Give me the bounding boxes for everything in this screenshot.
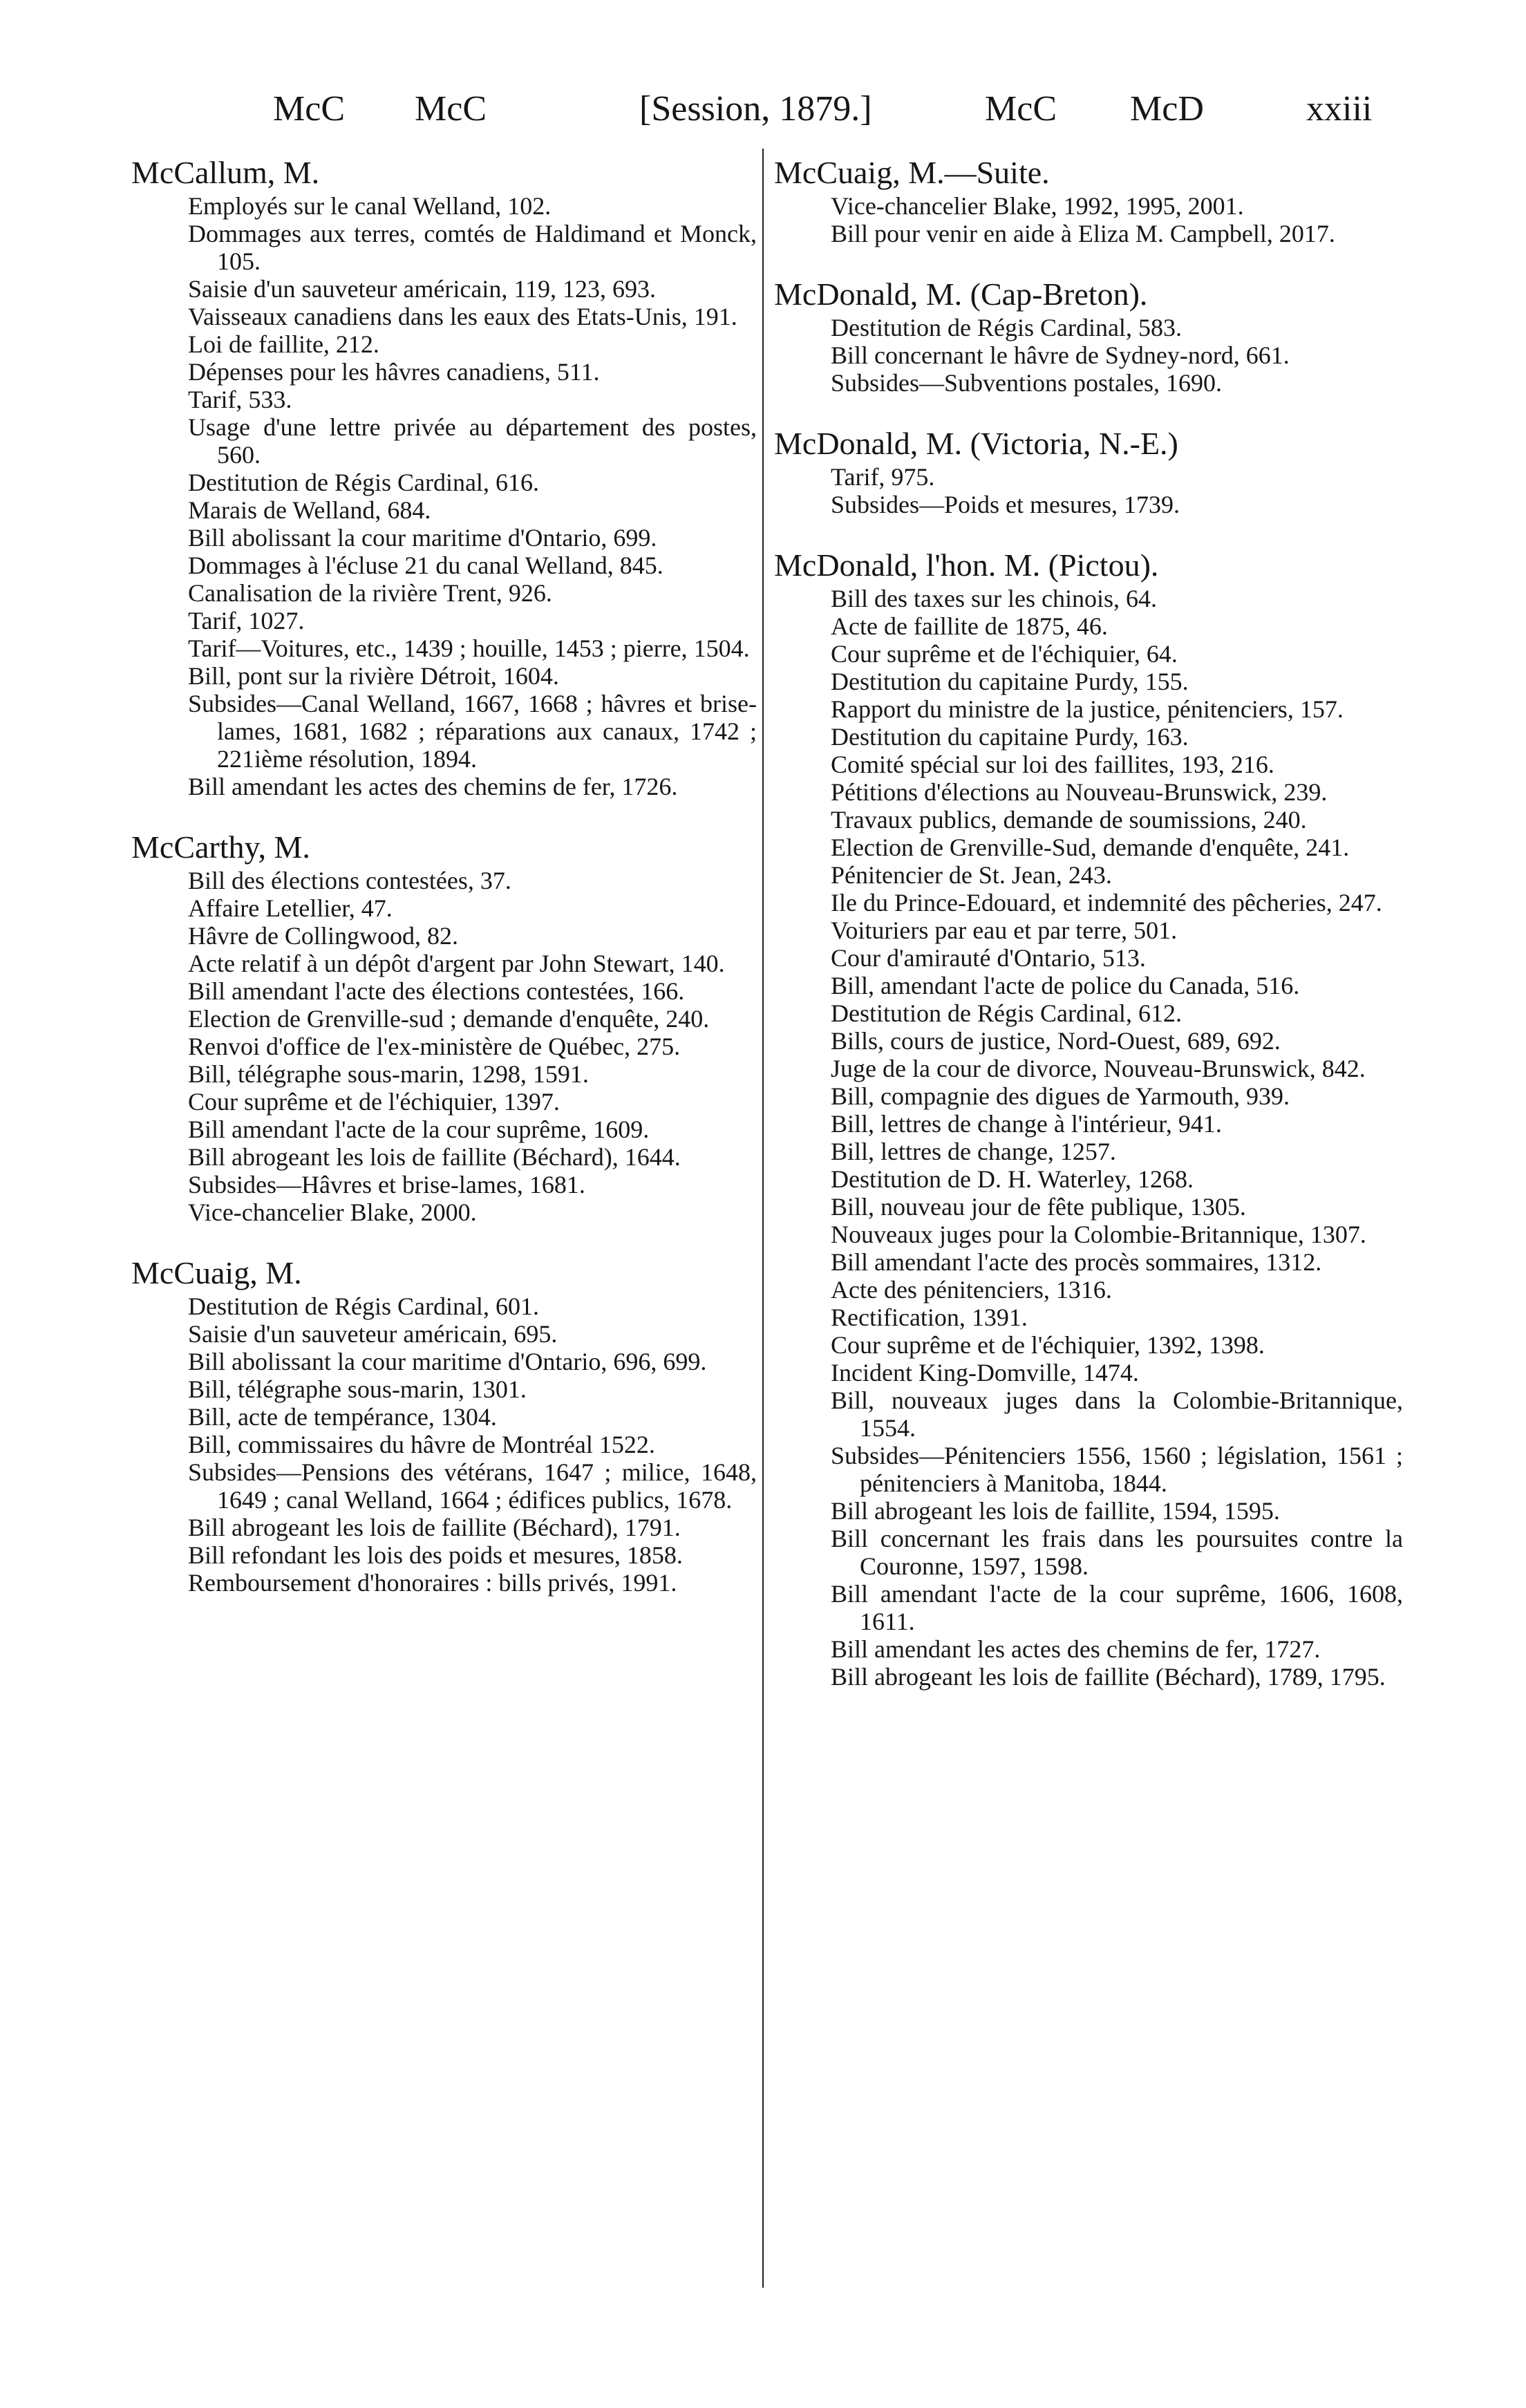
index-entry: Bill abrogeant les lois de faillite (Béchard), 1791. (188, 1514, 681, 1541)
index-entry: Remboursement d'honoraires : bills privés, 1991. (188, 1569, 677, 1597)
index-entry: Subsides—Hâvres et brise-lames, 1681. (188, 1171, 585, 1198)
index-entry: Bill amendant l'acte de la cour suprême, 1606, 1608, 1611. (831, 1580, 1403, 1635)
index-entry: Bill, acte de tempérance, 1304. (188, 1403, 497, 1431)
index-entry: Canalisation de la rivière Trent, 926. (188, 579, 552, 607)
index-entry: Voituriers par eau et par terre, 501. (831, 916, 1178, 944)
index-entry: Bill, lettres de change à l'intérieur, 941. (831, 1110, 1222, 1138)
index-heading: McCarthy, M. (131, 829, 310, 865)
header-session: [Session, 1879.] (639, 89, 872, 129)
index-entry: Nouveaux juges pour la Colombie-Britannique, 1307. (831, 1221, 1366, 1248)
index-entry: Hâvre de Collingwood, 82. (188, 922, 458, 950)
index-entry: Subsides—Pénitenciers 1556, 1560 ; législation, 1561 ; pénitenciers à Manitoba, 1844. (831, 1442, 1403, 1497)
index-entry: Dépenses pour les hâvres canadiens, 511. (188, 358, 600, 386)
index-entry: Vice-chancelier Blake, 2000. (188, 1198, 477, 1226)
index-heading: McCallum, M. (131, 155, 320, 190)
index-entry: Rectification, 1391. (831, 1304, 1028, 1331)
index-entry: Dommages à l'écluse 21 du canal Welland, 845. (188, 552, 663, 579)
header-left-1: McC (273, 89, 345, 129)
index-entry: Bill, télégraphe sous-marin, 1301. (188, 1375, 527, 1403)
index-entry: Employés sur le canal Welland, 102. (188, 192, 552, 220)
index-entry: Bill, commissaires du hâvre de Montréal 1522. (188, 1431, 655, 1458)
index-entry: Bill amendant l'acte de la cour suprême, 1609. (188, 1116, 650, 1143)
page-number: xxiii (1306, 89, 1373, 129)
index-entry: Bill concernant le hâvre de Sydney-nord, 661. (831, 341, 1290, 369)
index-entry: Bill concernant les frais dans les poursuites contre la Couronne, 1597, 1598. (831, 1525, 1403, 1580)
index-entry: Tarif, 533. (188, 386, 292, 413)
index-entry: Destitution de Régis Cardinal, 616. (188, 469, 539, 496)
index-entry: Pénitencier de St. Jean, 243. (831, 861, 1112, 889)
index-heading: McDonald, M. (Victoria, N.-E.) (774, 426, 1178, 461)
index-entry: Bill, amendant l'acte de police du Canada, 516. (831, 972, 1300, 999)
index-entry: Travaux publics, demande de soumissions, 240. (831, 806, 1307, 834)
index-entry: Cour suprême et de l'échiquier, 1397. (188, 1088, 560, 1116)
index-entry: Loi de faillite, 212. (188, 330, 379, 358)
index-entry: Bill pour venir en aide à Eliza M. Campbell, 2017. (831, 220, 1335, 247)
index-heading: McDonald, l'hon. M. (Pictou). (774, 547, 1159, 583)
index-entry: Juge de la cour de divorce, Nouveau-Brunswick, 842. (831, 1055, 1366, 1082)
index-entry: Acte relatif à un dépôt d'argent par John Stewart, 140. (188, 950, 725, 977)
index-entry: Acte de faillite de 1875, 46. (831, 612, 1108, 640)
index-entry: Destitution de Régis Cardinal, 601. (188, 1292, 539, 1320)
header-left-2: McC (415, 89, 487, 129)
index-entry: Marais de Welland, 684. (188, 496, 431, 524)
index-entry: Cour d'amirauté d'Ontario, 513. (831, 944, 1146, 972)
index-section (774, 153, 1403, 247)
index-entry: Destitution de Régis Cardinal, 612. (831, 999, 1182, 1027)
index-entry: Bill refondant les lois des poids et mesures, 1858. (188, 1541, 683, 1569)
index-entry: Bill abrogeant les lois de faillite (Béchard), 1644. (188, 1143, 681, 1171)
header-right-1: McC (985, 89, 1057, 129)
index-entry: Election de Grenville-Sud, demande d'enquête, 241. (831, 834, 1350, 861)
index-entry: Dommages aux terres, comtés de Haldimand et Monck, 105. (188, 220, 757, 275)
index-entry: Saisie d'un sauveteur américain, 119, 123, 693. (188, 275, 656, 303)
index-entry: Bill, télégraphe sous-marin, 1298, 1591. (188, 1060, 589, 1088)
index-entry: Bill abrogeant les lois de faillite (Béchard), 1789, 1795. (831, 1663, 1386, 1691)
index-entry: Tarif, 1027. (188, 607, 305, 634)
index-entry: Tarif, 975. (831, 463, 935, 491)
left-column (131, 153, 757, 1624)
index-entry: Affaire Letellier, 47. (188, 894, 393, 922)
index-entry: Bill amendant l'acte des élections contestées, 166. (188, 977, 685, 1005)
index-entry: Bill, nouveau jour de fête publique, 1305. (831, 1193, 1246, 1221)
column-divider (762, 149, 764, 2288)
index-entry: Subsides—Subventions postales, 1690. (831, 369, 1223, 397)
index-entry: Election de Grenville-sud ; demande d'enquête, 240. (188, 1005, 710, 1033)
page-header (0, 82, 1526, 137)
index-entry: Rapport du ministre de la justice, pénitenciers, 157. (831, 695, 1344, 723)
index-entry: Tarif—Voitures, etc., 1439 ; houille, 1453 ; pierre, 1504. (188, 634, 750, 662)
index-entry: Ile du Prince-Edouard, et indemnité des pêcheries, 247. (831, 889, 1382, 916)
index-entry: Bill abolissant la cour maritime d'Ontario, 699. (188, 524, 657, 552)
index-section (131, 1254, 757, 1597)
index-entry: Subsides—Canal Welland, 1667, 1668 ; hâvres et brise-lames, 1681, 1682 ; réparations aux canaux, 1742 ; 221ième résolution, 1894. (188, 690, 757, 773)
index-heading: McCuaig, M.—Suite. (774, 155, 1050, 190)
index-entry: Vice-chancelier Blake, 1992, 1995, 2001. (831, 192, 1244, 220)
index-entry: Pétitions d'élections au Nouveau-Brunswick, 239. (831, 778, 1328, 806)
index-entry: Destitution de D. H. Waterley, 1268. (831, 1165, 1194, 1193)
index-entry: Destitution du capitaine Purdy, 163. (831, 723, 1189, 751)
index-entry: Subsides—Pensions des vétérans, 1647 ; milice, 1648, 1649 ; canal Welland, 1664 ; édifices publics, 1678. (188, 1458, 757, 1514)
index-entry: Bill, pont sur la rivière Détroit, 1604. (188, 662, 559, 690)
index-entry: Bill des élections contestées, 37. (188, 867, 511, 894)
right-column (774, 153, 1403, 1718)
index-entry: Usage d'une lettre privée au département des postes, 560. (188, 413, 757, 469)
index-entry: Bill amendant les actes des chemins de fer, 1726. (188, 773, 678, 800)
index-entry: Bill, compagnie des digues de Yarmouth, 939. (831, 1082, 1290, 1110)
index-section (774, 546, 1403, 1691)
index-entry: Bills, cours de justice, Nord-Ouest, 689, 692. (831, 1027, 1281, 1055)
index-entry: Bill, nouveaux juges dans la Colombie-Britannique, 1554. (831, 1386, 1403, 1442)
index-heading: McDonald, M. (Cap-Breton). (774, 276, 1148, 312)
index-section (774, 275, 1403, 397)
index-entry: Comité spécial sur loi des faillites, 193, 216. (831, 751, 1274, 778)
index-section (774, 424, 1403, 518)
index-entry: Incident King-Domville, 1474. (831, 1359, 1139, 1386)
index-entry: Bill amendant l'acte des procès sommaires, 1312. (831, 1248, 1322, 1276)
index-entry: Destitution de Régis Cardinal, 583. (831, 314, 1182, 341)
index-entry: Bill des taxes sur les chinois, 64. (831, 585, 1157, 612)
index-entry: Cour suprême et de l'échiquier, 64. (831, 640, 1178, 668)
index-entry: Bill, lettres de change, 1257. (831, 1138, 1116, 1165)
index-entry: Acte des pénitenciers, 1316. (831, 1276, 1112, 1304)
index-entry: Bill abolissant la cour maritime d'Ontario, 696, 699. (188, 1348, 707, 1375)
index-entry: Saisie d'un sauveteur américain, 695. (188, 1320, 558, 1348)
index-entry: Bill abrogeant les lois de faillite, 1594, 1595. (831, 1497, 1280, 1525)
index-entry: Cour suprême et de l'échiquier, 1392, 1398. (831, 1331, 1265, 1359)
index-entry: Renvoi d'office de l'ex-ministère de Québec, 275. (188, 1033, 681, 1060)
index-heading: McCuaig, M. (131, 1255, 302, 1290)
index-section (131, 828, 757, 1226)
index-entry: Vaisseaux canadiens dans les eaux des Etats-Unis, 191. (188, 303, 737, 330)
header-right-2: McD (1130, 89, 1204, 129)
index-entry: Subsides—Poids et mesures, 1739. (831, 491, 1180, 518)
index-section (131, 153, 757, 800)
index-entry: Bill amendant les actes des chemins de fer, 1727. (831, 1635, 1321, 1663)
index-entry: Destitution du capitaine Purdy, 155. (831, 668, 1189, 695)
